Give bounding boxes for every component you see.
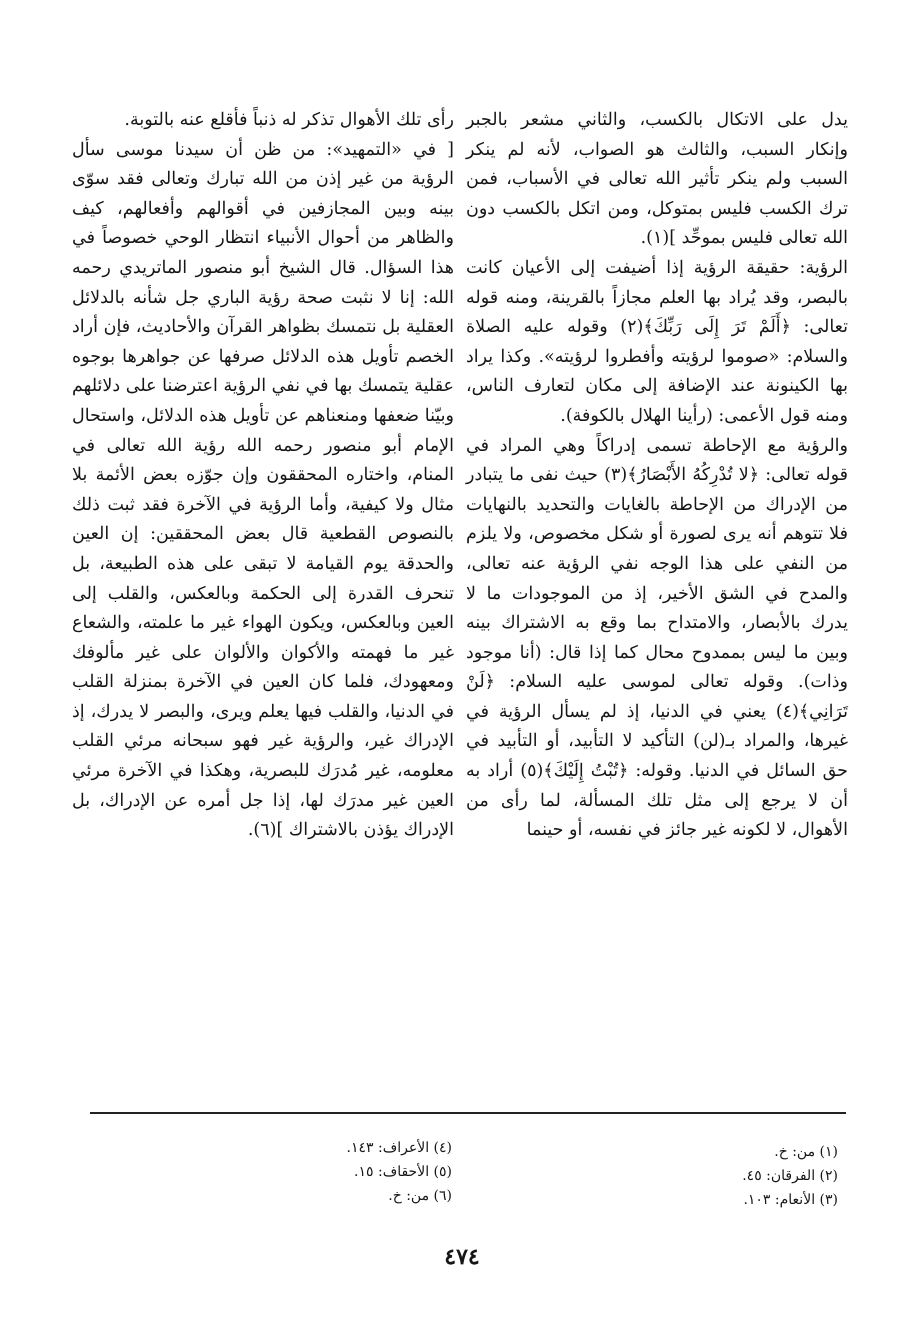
footnote-2: (٢) الفرقان: ٤٥. <box>742 1168 838 1184</box>
footnote-separator <box>90 1112 846 1114</box>
footnotes-left <box>152 1136 452 1208</box>
paragraph-continuation: رأى تلك الأهوال تذكر له ذنباً فأقلع عنه بالتوبة. <box>124 110 454 130</box>
paragraph-ruya-idrak: والرؤية مع الإحاطة تسمى إدراكاً وهي المراد في قوله تعالى: ﴿لا تُدْرِكُهُ الأَبْصَارُ﴾(٣) حيث نفى ما يتبادر من الإدراك من الإحاطة بالغايات والتحديد بالنهايات فلا تتوهم أنه يرى لصورة أو شكل مخصوص، ولا يلزم من النفي على هذا الوجه نفي الرؤية عنه تعالى، والمدح في الشق الأخير، إذ من الموجودات ما لا يدرك بالأبصار، والامتداح بما وقع به الاشتراك بينه وبين ما ليس بممدوح محال كما إذا قال: (أنا موجود وذات). وقوله تعالى لموسى عليه السلام: ﴿لَنْ تَرَانِي﴾(٤) يعني في الدنيا، إذ لم يسأل الرؤية في غيرها، والمراد بـ(لن) التأكيد لا التأبيد، أو التأبيد في حق السائل في الدنيا. وقوله: ﴿تُبْتُ إِلَيْكَ﴾(٥) أراد به أن لا يرجع إلى مثل تلك المسألة، لما رأى من الأهوال، لا لكونه غير جائز في نفسه، أو حينما <box>466 435 848 841</box>
right-text-column <box>466 106 848 846</box>
footnote-1: (١) من: خ. <box>774 1144 838 1160</box>
paragraph-tawakkul-end: يدل على الاتكال بالكسب، والثاني مشعر بالجبر وإنكار السبب، والثالث هو الصواب، لأنه لم ينكر السبب ولم ينكر تأثير الله تعالى في الأسباب، فمن ترك الكسب فليس بمتوكل، ومن اتكل بالكسب دون الله تعالى فليس بموحِّد ](١). <box>466 110 848 249</box>
footnotes-right <box>538 1140 838 1212</box>
paragraph-ruya-definition: الرؤية: حقيقة الرؤية إذا أضيفت إلى الأعيان كانت بالبصر، وقد يُراد بها العلم مجازاً بالقرينة، ومنه قوله تعالى: ﴿أَلَمْ تَرَ إِلَى رَبِّكَ﴾(٢) وقوله عليه الصلاة والسلام: «صوموا لرؤيته وأفطروا لرؤيته». وكذا يراد بها الكينونة عند الإضافة إلى مكان لتعارف الناس، ومنه قول الأعمى: (رأينا الهلال بالكوفة). <box>466 257 848 426</box>
footnote-6: (٦) من: خ. <box>388 1188 452 1204</box>
page-number: ٤٧٤ <box>444 1244 480 1270</box>
paragraph-tamhid-quote: [ في «التمهيد»: من ظن أن سيدنا موسى سأل الرؤية من غير إذن من الله تبارك وتعالى فقد سوّى بينه وبين المجازفين في أقوالهم وأفعالهم، كيف والظاهر من أحوال الأنبياء انتظار الوحي خصوصاً في هذا السؤال. قال الشيخ أبو منصور الماتريدي رحمه الله: إنا لا نثبت صحة رؤية الباري جل شأنه بالدلائل العقلية بل نتمسك بظواهر القرآن والأحاديث، فإن أراد الخصم تأويل هذه الدلائل صرفها عن جواهرها بوجوه عقلية يتمسك بها في نفي الرؤية اعترضنا على دلائلهم وبيّنا ضعفها ومنعناهم عن تأويل هذه الدلائل، واستحال الإمام أبو منصور رحمه الله رؤية الله تعالى في المنام، واختاره المحققون وإن جوّزه بعض الأئمة بلا مثال ولا كيفية، وأما الرؤية في الآخرة فقد ثبت ذلك بالنصوص القطعية قال بعض المحققين: إن العين والحدقة يوم القيامة لا تبقى على هذه الطبيعة، بل تنحرف القدرة إلى الحكمة وبالعكس، والقلب إلى العين وبالعكس، ويكون الهواء غير ما علمته، والشعاع غير ما فهمته والأكوان والألوان على غير مألوفك ومعهودك، فلما كان العين في الآخرة بمنزلة القلب في الدنيا، والقلب فيها يعلم ويرى، والبصر لا يدرك، إذ الإدراك غير، والرؤية غير فهو سبحانه مرئي القلب معلومه، غير مُدرَك للبصرية، وهكذا في الآخرة مرئي العين غير مدرَك لها، إذا جل أمره عن الإدراك، بل الإدراك يؤذن بالاشتراك ](٦). <box>72 139 454 841</box>
footnote-4: (٤) الأعراف: ١٤٣. <box>346 1140 452 1156</box>
footnote-5: (٥) الأحقاف: ١٥. <box>354 1164 452 1180</box>
footnote-3: (٣) الأنعام: ١٠٣. <box>743 1192 838 1208</box>
left-text-column <box>72 106 454 846</box>
